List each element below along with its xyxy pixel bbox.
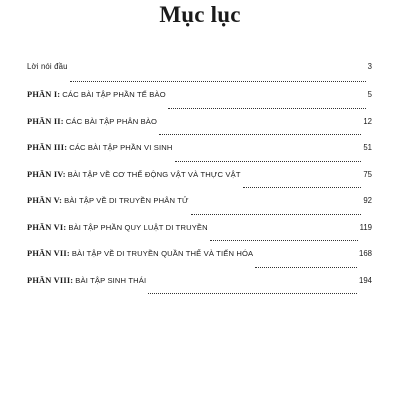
toc-entry-part-2[interactable] bbox=[27, 117, 372, 144]
dot-leader bbox=[243, 187, 362, 188]
toc-title: Mục lục bbox=[159, 2, 241, 27]
toc-entry-part-8[interactable] bbox=[27, 276, 372, 303]
toc-entry-title: CÁC BÀI TẬP PHẦN VI SINH bbox=[69, 143, 173, 152]
toc-entry-page: 51 bbox=[363, 143, 372, 152]
toc-entry-part-7[interactable] bbox=[27, 249, 372, 276]
toc-entry-page: 119 bbox=[359, 222, 372, 232]
toc-entry-page: 194 bbox=[358, 275, 372, 285]
toc-entry-part-1[interactable] bbox=[27, 90, 372, 117]
toc-entry-title: CÁC BÀI TẬP PHẦN TẾ BÀO bbox=[62, 90, 166, 99]
toc-entry-part: PHẦN VIII: bbox=[27, 275, 74, 285]
toc-entry-page: 92 bbox=[363, 196, 372, 205]
dot-leader bbox=[148, 293, 357, 294]
toc-entry-title: BÀI TẬP VỀ DI TRUYỀN QUẦN THỂ VÀ TIẾN HÓA bbox=[71, 249, 254, 258]
toc-entry-title: BÀI TẬP VỀ CƠ THỂ ĐỘNG VẬT VÀ THỰC VẬT bbox=[67, 169, 241, 179]
toc-entry-part: PHẦN VII: bbox=[27, 249, 70, 258]
toc-entry-title: BÀI TẬP SINH THÁI bbox=[75, 275, 147, 285]
dot-leader bbox=[168, 108, 366, 109]
toc-entry-preface[interactable] bbox=[27, 62, 372, 90]
toc-entry-part: PHẦN II: bbox=[27, 116, 64, 126]
dot-leader bbox=[255, 267, 357, 268]
toc-entry-page: 12 bbox=[363, 116, 372, 126]
toc-entry-part: PHẦN V: bbox=[27, 196, 63, 205]
toc-entry-part: PHẦN III: bbox=[27, 143, 68, 152]
toc-entry-page: 5 bbox=[367, 90, 372, 99]
toc-entry-part: PHẦN IV: bbox=[27, 169, 66, 179]
toc-entry-title: BÀI TẬP PHẦN QUY LUẬT DI TRUYỀN bbox=[68, 222, 208, 232]
dot-leader bbox=[70, 81, 366, 82]
toc-entry-part-5[interactable] bbox=[27, 196, 372, 223]
dot-leader bbox=[159, 134, 361, 135]
dot-leader bbox=[191, 214, 362, 215]
dot-leader bbox=[210, 240, 358, 241]
toc-entry-page: 3 bbox=[367, 62, 372, 71]
toc-entry-title: Lời nói đầu bbox=[27, 62, 68, 71]
toc-entry-page: 75 bbox=[363, 169, 372, 179]
toc-list bbox=[27, 62, 372, 302]
toc-entry-part-4[interactable] bbox=[27, 170, 372, 197]
toc-entry-title: BÀI TẬP VỀ DI TRUYỀN PHÂN TỬ bbox=[64, 196, 189, 205]
toc-entry-part-3[interactable] bbox=[27, 143, 372, 170]
toc-entry-part: PHẦN I: bbox=[27, 90, 61, 99]
dot-leader bbox=[175, 161, 362, 162]
toc-entry-part: PHẦN VI: bbox=[27, 222, 67, 232]
toc-entry-part-6[interactable] bbox=[27, 223, 372, 250]
toc-entry-page: 168 bbox=[358, 249, 372, 258]
toc-entry-title: CÁC BÀI TẬP PHÂN BÀO bbox=[65, 116, 158, 126]
